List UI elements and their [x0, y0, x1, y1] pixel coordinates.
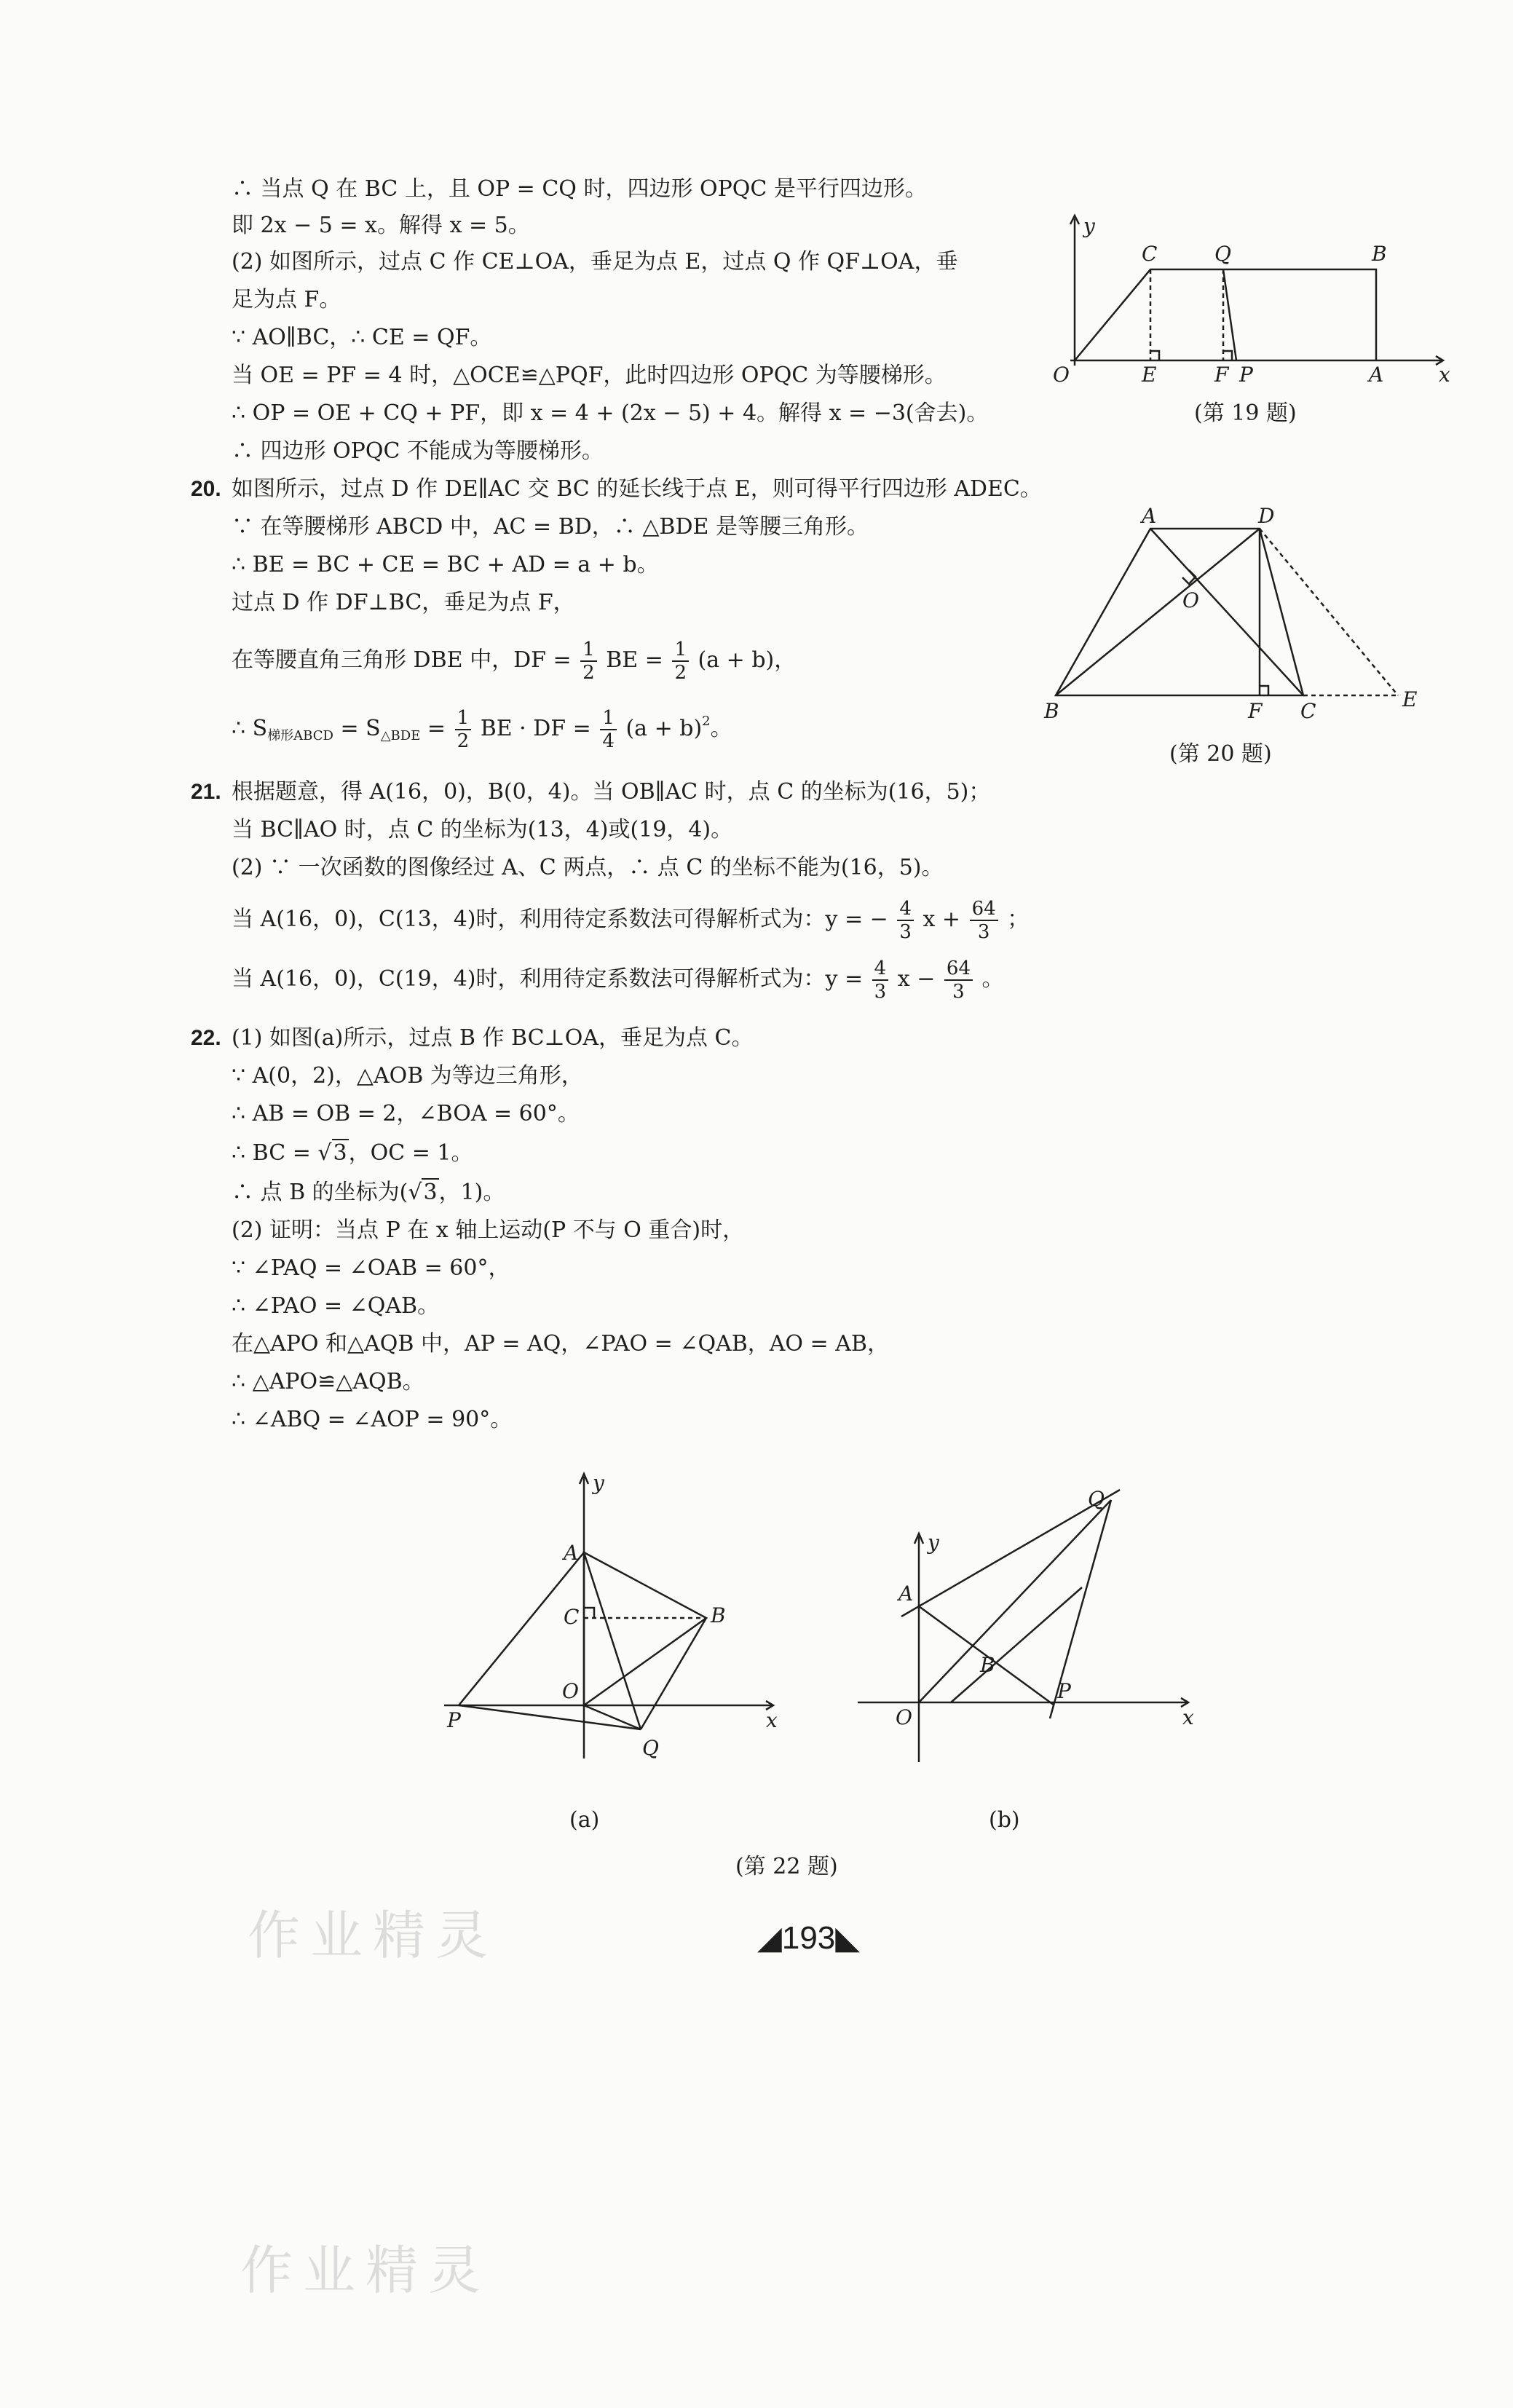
- fraction-4-3-b: $\frac{4}{3}$: [872, 958, 889, 1003]
- fig19-label-P: P: [1239, 363, 1253, 386]
- fig22a-label-C: C: [564, 1605, 580, 1629]
- q21-line-5: 当 A(16，0)，C(19，4)时，利用待定系数法可得解析式为：y = $\frac{4}{3}$ x − $\frac{64}{3}$ 。: [232, 958, 1004, 1003]
- fraction-one-half-3: $\frac{1}{2}$: [455, 707, 472, 752]
- q19-line-4: 足为点 F。: [232, 287, 341, 312]
- q22-line-6: (2) 证明：当点 P 在 x 轴上运动(P 不与 O 重合)时，: [232, 1217, 745, 1243]
- fig22a-label-B: B: [711, 1603, 726, 1627]
- fig22a-label-A: A: [564, 1541, 579, 1565]
- q22-line-11: ∴ ∠ABQ = ∠AOP = 90°。: [232, 1407, 513, 1432]
- fig22a-label-P: P: [447, 1708, 461, 1732]
- fraction-64-3: $\frac{64}{3}$: [970, 898, 998, 943]
- fig22b-label-O: O: [896, 1705, 912, 1729]
- q22-line-5: ∴ 点 B 的坐标为(√3，1)。: [232, 1180, 505, 1205]
- q20-l5-post: (a + b)，: [698, 647, 797, 673]
- watermark-2: 作业精灵: [240, 2240, 491, 2301]
- q21-line-1: 根据题意，得 A(16，0)，B(0，4)。当 OB∥AC 时，点 C 的坐标为(16，5)；: [232, 779, 991, 805]
- q20-number: 20.: [191, 477, 221, 501]
- fig20-label-C: C: [1300, 699, 1316, 723]
- q20-line-1: 如图所示，过点 D 作 DE∥AC 交 BC 的延长线于点 E，则可得平行四边形 ADEC。: [232, 476, 1042, 502]
- q22-line-7: ∵ ∠PAQ = ∠OAB = 60°，: [232, 1255, 510, 1281]
- q20-line-5: [232, 635, 796, 686]
- fig22a-label-y: y: [593, 1471, 604, 1495]
- fig22b-label-B: B: [980, 1653, 995, 1677]
- q19-line-5: ∵ AO∥BC，∴ CE = QF。: [232, 325, 492, 350]
- fig22a-label-O: O: [562, 1679, 579, 1703]
- fig22b-label-Q: Q: [1088, 1487, 1105, 1511]
- fig19-label-x: x: [1439, 363, 1450, 386]
- q19-line-2: 即 2x − 5 = x。解得 x = 5。: [232, 213, 530, 238]
- q22-line-1: (1) 如图(a)所示，过点 B 作 BC⊥OA，垂足为点 C。: [232, 1025, 754, 1051]
- q19-line-7: ∴ OP = OE + CQ + PF，即 x = 4 + (2x − 5) + 4。解得 x = −3(舍去)。: [232, 400, 989, 426]
- fig19-label-F: F: [1214, 363, 1229, 386]
- figure-22-caption: (第 22 题): [735, 1854, 838, 1879]
- q19-line-3: (2) 如图所示，过点 C 作 CE⊥OA，垂足为点 E，过点 Q 作 QF⊥OA，垂: [232, 249, 958, 275]
- q20-l5-mid: BE =: [606, 647, 663, 673]
- q22-number: 22.: [191, 1026, 221, 1050]
- q20-line-3: ∴ BE = BC + CE = BC + AD = a + b。: [232, 552, 659, 577]
- figure-22b: [852, 1471, 1194, 1762]
- q20-line-6: ∴ $S_{梯形ABCD} = S_{\triangle BDE}$ = $\frac{1}{2}$ BE · DF = $\frac{1}{4}$ $(a + b)^2$。: [232, 707, 732, 752]
- figure-20: [1041, 502, 1456, 728]
- q20-line-4: 过点 D 作 DF⊥BC，垂足为点 F，: [232, 590, 575, 615]
- figure-19: [1048, 211, 1456, 386]
- q19-line-1: ∴ 当点 Q 在 BC 上，且 OP = CQ 时，四边形 OPQC 是平行四边形。: [232, 176, 927, 202]
- fig22a-label-Q: Q: [642, 1736, 659, 1760]
- fig22b-label-P: P: [1057, 1679, 1071, 1703]
- fig20-label-A: A: [1142, 504, 1157, 528]
- figure-22a: [422, 1471, 801, 1762]
- q21-number: 21.: [191, 780, 221, 804]
- fraction-one-quarter: $\frac{1}{4}$: [600, 707, 617, 752]
- fraction-one-half: $\frac{1}{2}$: [580, 639, 597, 684]
- fig20-label-E: E: [1402, 687, 1418, 711]
- q19-line-8: ∴ 四边形 OPQC 不能成为等腰梯形。: [232, 438, 604, 464]
- fig19-label-y: y: [1083, 214, 1095, 238]
- q20-line-2: ∵ 在等腰梯形 ABCD 中，AC = BD，∴ △BDE 是等腰三角形。: [232, 514, 869, 540]
- fig19-label-O: O: [1053, 363, 1070, 386]
- q21-line-3: (2) ∵ 一次函数的图像经过 A、C 两点，∴ 点 C 的坐标不能为(16，5)。: [232, 855, 944, 880]
- fraction-4-3: $\frac{4}{3}$: [897, 898, 914, 943]
- q22-line-3: ∴ AB = OB = 2，∠BOA = 60°。: [232, 1101, 580, 1126]
- figure-22b-sublabel: (b): [989, 1807, 1020, 1833]
- fig22b-label-A: A: [898, 1582, 914, 1606]
- fig22a-label-x: x: [766, 1708, 778, 1732]
- page-number: ◢193◣: [757, 1920, 861, 1956]
- fig19-label-A: A: [1369, 363, 1384, 386]
- fig19-label-B: B: [1372, 242, 1387, 266]
- fig19-label-C: C: [1142, 242, 1158, 266]
- figure-22a-sublabel: (a): [569, 1807, 600, 1833]
- fig20-label-F: F: [1248, 699, 1263, 723]
- fig22b-label-x: x: [1182, 1705, 1194, 1729]
- fig20-label-B: B: [1044, 699, 1059, 723]
- figure-20-caption: (第 20 题): [1169, 741, 1272, 767]
- fig20-label-D: D: [1258, 504, 1275, 528]
- fig19-label-E: E: [1142, 363, 1157, 386]
- watermark: 作业精灵: [248, 1905, 499, 1966]
- fig22b-label-y: y: [928, 1531, 939, 1555]
- q22-line-10: ∴ △APO≌△AQB。: [232, 1369, 424, 1394]
- q22-line-9: 在△APO 和△AQB 中，AP = AQ，∠PAO = ∠QAB，AO = AB，: [232, 1331, 889, 1357]
- fraction-64-3-b: $\frac{64}{3}$: [944, 958, 973, 1003]
- q22-line-4: ∴ BC = √3，OC = 1。: [232, 1140, 473, 1166]
- q22-line-2: ∵ A(0，2)，△AOB 为等边三角形，: [232, 1063, 583, 1089]
- q22-line-8: ∴ ∠PAO = ∠QAB。: [232, 1293, 440, 1319]
- q21-line-4: 当 A(16，0)，C(13，4)时，利用待定系数法可得解析式为：y = − $\frac{4}{3}$ x + $\frac{64}{3}$ ；: [232, 898, 1030, 943]
- figure-19-caption: (第 19 题): [1194, 400, 1297, 426]
- q20-l5-text: 在等腰直角三角形 DBE 中，DF =: [232, 647, 572, 673]
- q21-line-2: 当 BC∥AO 时，点 C 的坐标为(13，4)或(19，4)。: [232, 817, 733, 842]
- q19-line-6: 当 OE = PF = 4 时，△OCE≌△PQF，此时四边形 OPQC 为等腰梯形。: [232, 363, 947, 388]
- fig20-label-O: O: [1182, 588, 1199, 612]
- fraction-one-half-2: $\frac{1}{2}$: [672, 639, 689, 684]
- fig19-label-Q: Q: [1214, 242, 1231, 266]
